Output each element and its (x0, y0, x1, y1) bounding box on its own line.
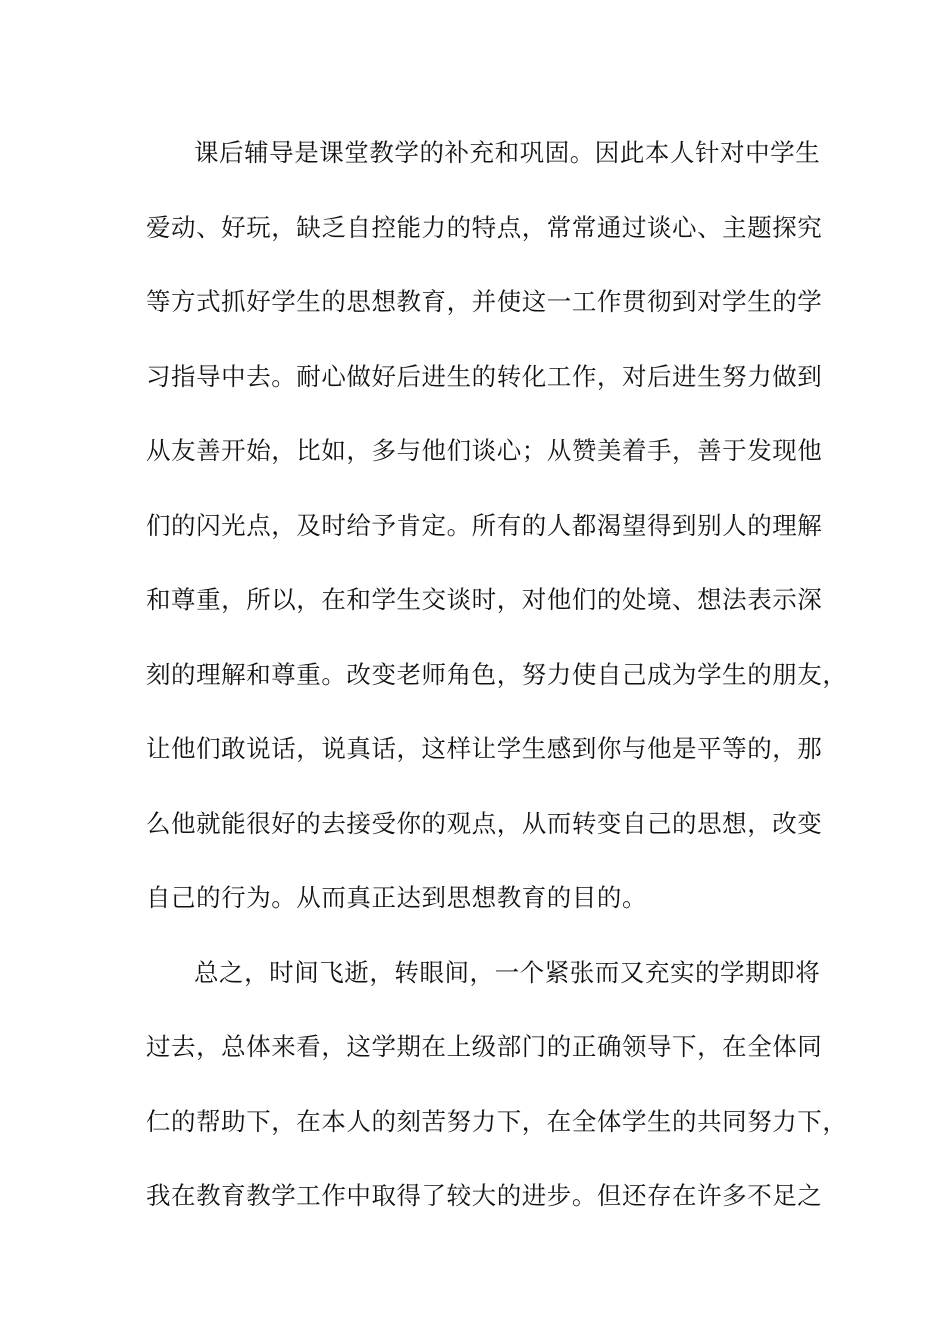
paragraph-1-line-9: 让他们敢说话，说真话，这样让学生感到你与他是平等的，那 (146, 734, 823, 763)
paragraph-1-line-10: 么他就能很好的去接受你的观点，从而转变自己的思想，改变 (146, 809, 823, 838)
paragraph-1-line-3: 等方式抓好学生的思想教育，并使这一工作贯彻到对学生的学 (146, 287, 823, 316)
paragraph-2-line-4: 我在教育教学工作中取得了较大的进步。但还存在许多不足之 (146, 1181, 823, 1210)
paragraph-1-line-7: 和尊重，所以，在和学生交谈时，对他们的处境、想法表示深 (146, 585, 823, 614)
paragraph-2-line-1: 总之，时间飞逝，转眼间，一个紧张而又充实的学期即将 (194, 958, 821, 987)
paragraph-1-line-5: 从友善开始，比如，多与他们谈心；从赞美着手，善于发现他 (146, 436, 823, 465)
paragraph-1-line-2: 爱动、好玩，缺乏自控能力的特点，常常通过谈心、主题探究 (146, 213, 823, 242)
paragraph-1-line-6: 们的闪光点，及时给予肯定。所有的人都渴望得到别人的理解 (146, 511, 823, 540)
paragraph-2-line-3: 仁的帮助下，在本人的刻苦努力下，在全体学生的共同努力下， (146, 1107, 848, 1136)
paragraph-1-line-1: 课后辅导是课堂教学的补充和巩固。因此本人针对中学生 (194, 138, 821, 167)
paragraph-2-line-2: 过去，总体来看，这学期在上级部门的正确领导下，在全体同 (146, 1032, 823, 1061)
paragraph-1-line-4: 习指导中去。耐心做好后进生的转化工作，对后进生努力做到 (146, 362, 823, 391)
paragraph-1-line-11: 自己的行为。从而真正达到思想教育的目的。 (146, 883, 647, 912)
paragraph-1-line-8: 刻的理解和尊重。改变老师角色，努力使自己成为学生的朋友， (146, 660, 848, 689)
